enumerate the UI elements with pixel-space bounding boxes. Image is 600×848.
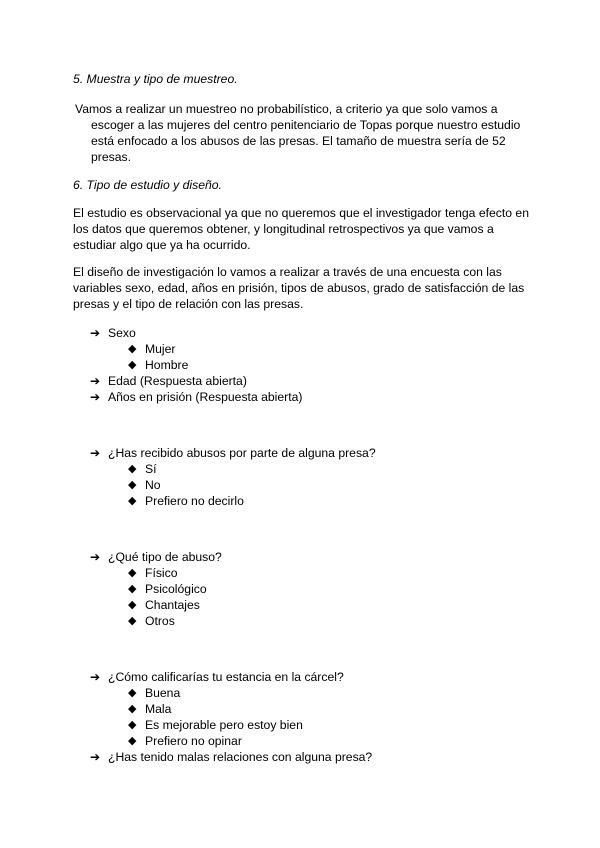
- option-label: No: [145, 478, 161, 492]
- option-label: Psicológico: [145, 582, 207, 596]
- question-label: ¿Cómo calificarías tu estancia en la cárcel?: [108, 670, 344, 684]
- diamond-bullet-icon: ◆: [128, 615, 137, 627]
- paragraph-line: está enfocado a los abusos de las presas. El tamaño de muestra sería de 52: [91, 134, 506, 148]
- arrow-icon: ➔: [90, 390, 101, 404]
- option-label: Mala: [145, 702, 172, 716]
- diamond-bullet-icon: ◆: [128, 599, 137, 611]
- paragraph-line: El diseño de investigación lo vamos a realizar a través de una encuesta con las: [73, 265, 502, 279]
- diamond-bullet-icon: ◆: [128, 735, 137, 747]
- diamond-bullet-icon: ◆: [128, 703, 137, 715]
- arrow-icon: ➔: [90, 670, 101, 684]
- diamond-bullet-icon: ◆: [128, 687, 137, 699]
- paragraph-line: Vamos a realizar un muestreo no probabilístico, a criterio ya que solo vamos a: [75, 102, 498, 116]
- diamond-bullet-icon: ◆: [128, 719, 137, 731]
- paragraph-line: los datos que queremos obtener, y longitudinal retrospectivos ya que vamos a: [73, 222, 494, 236]
- arrow-icon: ➔: [90, 374, 101, 388]
- arrow-icon: ➔: [90, 750, 101, 764]
- diamond-bullet-icon: ◆: [128, 463, 137, 475]
- arrow-icon: ➔: [90, 550, 101, 564]
- option-label: Hombre: [145, 358, 189, 372]
- paragraph-line: presas y el tipo de relación con las presas.: [73, 297, 304, 311]
- diamond-bullet-icon: ◆: [128, 359, 137, 371]
- diamond-bullet-icon: ◆: [128, 479, 137, 491]
- list-item-label: Años en prisión (Respuesta abierta): [108, 390, 303, 404]
- option-label: Es mejorable pero estoy bien: [145, 718, 303, 732]
- option-label: Otros: [145, 614, 175, 628]
- diamond-bullet-icon: ◆: [128, 583, 137, 595]
- arrow-icon: ➔: [90, 446, 101, 460]
- paragraph-line: estudiar algo que ya ha ocurrido.: [73, 238, 251, 252]
- question-label: ¿Qué tipo de abuso?: [108, 550, 222, 564]
- paragraph-line: El estudio es observacional ya que no queremos que el investigador tenga efecto en: [73, 206, 529, 220]
- option-label: Físico: [145, 566, 178, 580]
- option-label: Mujer: [145, 342, 176, 356]
- option-label: Chantajes: [145, 598, 200, 612]
- paragraph-line: variables sexo, edad, años en prisión, tipos de abusos, grado de satisfacción de las: [73, 281, 525, 295]
- diamond-bullet-icon: ◆: [128, 495, 137, 507]
- section-6-heading: 6. Tipo de estudio y diseño.: [73, 178, 222, 192]
- list-item-label: Edad (Respuesta abierta): [108, 374, 247, 388]
- arrow-icon: ➔: [90, 326, 101, 340]
- section-5-heading: 5. Muestra y tipo de muestreo.: [73, 72, 238, 86]
- paragraph-line: presas.: [91, 150, 131, 164]
- option-label: Buena: [145, 686, 181, 700]
- paragraph-line: escoger a las mujeres del centro penitenciario de Topas porque nuestro estudio: [91, 118, 521, 132]
- diamond-bullet-icon: ◆: [128, 567, 137, 579]
- option-label: Sí: [145, 462, 157, 476]
- question-label: ¿Has tenido malas relaciones con alguna presa?: [108, 750, 373, 764]
- list-item-label: Sexo: [108, 326, 136, 340]
- option-label: Prefiero no decirlo: [145, 494, 244, 508]
- diamond-bullet-icon: ◆: [128, 343, 137, 355]
- option-label: Prefiero no opinar: [145, 734, 242, 748]
- question-label: ¿Has recibido abusos por parte de alguna presa?: [108, 446, 376, 460]
